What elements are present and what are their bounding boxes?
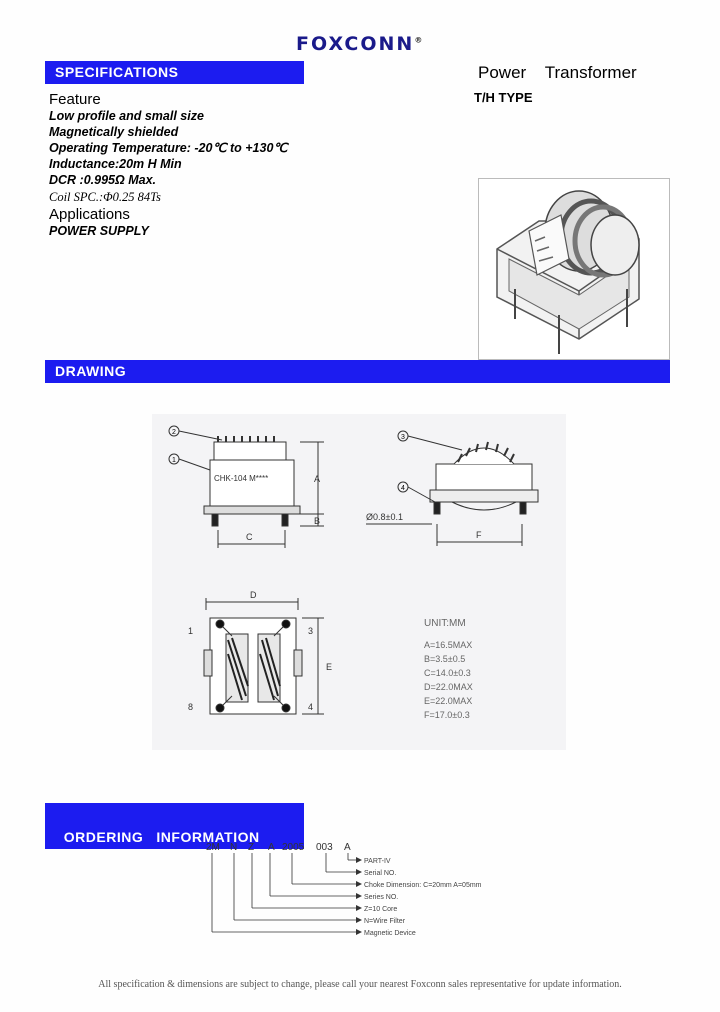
dim-d-value: D=22.0MAX <box>424 682 473 692</box>
pin-label-8: 8 <box>188 702 194 712</box>
feature-line-2: Magnetically shielded <box>49 125 179 139</box>
code-part-7: A <box>344 842 351 853</box>
legend-4: Series NO. <box>364 894 399 901</box>
legend-5: Z=10 Core <box>364 906 398 913</box>
code-part-6: 003 <box>316 842 333 853</box>
dim-a-value: A=16.5MAX <box>424 640 473 650</box>
registered-mark: ® <box>414 35 423 45</box>
dim-e-letter: E <box>326 662 333 672</box>
code-part-3: Z <box>248 842 255 853</box>
applications-line: POWER SUPPLY <box>49 224 149 238</box>
code-part-4: A <box>268 842 275 853</box>
foxconn-logo <box>296 33 422 55</box>
callout-4: 4 <box>401 485 405 492</box>
ordering-label: ORDERING INFORMATION <box>63 829 260 845</box>
transformer-illustration <box>479 179 669 359</box>
drawing-bar <box>45 360 670 383</box>
callout-1: 1 <box>172 457 176 464</box>
dim-b-letter: B <box>314 516 321 526</box>
dim-f-letter: F <box>476 530 482 540</box>
callout-3: 3 <box>401 434 405 441</box>
dim-e-value: E=22.0MAX <box>424 696 473 706</box>
dim-d-letter: D <box>250 590 257 600</box>
code-part-5: 2005 <box>282 842 305 853</box>
code-part-1: 2M <box>206 842 220 853</box>
applications-heading: Applications <box>49 206 130 223</box>
pin-diameter: Ø0.8±0.1 <box>366 512 403 522</box>
feature-line-1: Low profile and small size <box>49 109 204 123</box>
code-part-2: N <box>230 842 238 853</box>
dim-c-value: C=14.0±0.3 <box>424 668 471 678</box>
feature-heading: Feature <box>49 91 101 108</box>
specifications-bar <box>45 61 304 84</box>
feature-line-5: DCR :0.995Ω Max. <box>49 173 157 187</box>
feature-line-6: Coil SPC.:Φ0.25 84Ts <box>49 190 161 204</box>
feature-line-3: Operating Temperature: -20℃ to +130℃ <box>49 141 288 155</box>
technical-drawing <box>152 414 566 750</box>
legend-7: Magnetic Device <box>364 930 416 937</box>
specifications-label: SPECIFICATIONS <box>55 64 179 80</box>
dim-a-letter: A <box>314 474 321 484</box>
dim-f-value: F=17.0±0.3 <box>424 710 470 720</box>
drawing-label: DRAWING <box>55 363 127 379</box>
ordering-code-diagram <box>198 836 482 960</box>
product-type: T/H TYPE <box>474 90 533 105</box>
ordering-code-svg <box>198 836 482 960</box>
product-title: Power Transformer <box>478 63 637 82</box>
legend-2: Serial NO. <box>364 870 397 877</box>
dim-c-letter: C <box>246 532 253 542</box>
callout-2: 2 <box>172 429 176 436</box>
dimension-drawing <box>152 414 566 750</box>
part-marking: CHK-104 M**** <box>214 474 269 483</box>
pin-label-4: 4 <box>308 702 314 712</box>
brand-name: FOXCONN <box>296 33 415 55</box>
pin-label-3: 3 <box>308 626 314 636</box>
pin-label-1: 1 <box>188 626 194 636</box>
feature-line-4: Inductance:20m H Min <box>49 157 182 171</box>
footer-note: All specification & dimensions are subject to change, please call your nearest Foxconn sales representative for update information. <box>98 979 622 990</box>
legend-3: Choke Dimension: C=20mm A=05mm <box>364 882 482 889</box>
product-photo <box>478 178 670 360</box>
legend-1: PART-IV <box>364 858 391 865</box>
unit-label: UNIT:MM <box>424 618 466 629</box>
legend-6: N=Wire Filter <box>364 918 406 925</box>
dim-b-value: B=3.5±0.5 <box>424 654 466 664</box>
